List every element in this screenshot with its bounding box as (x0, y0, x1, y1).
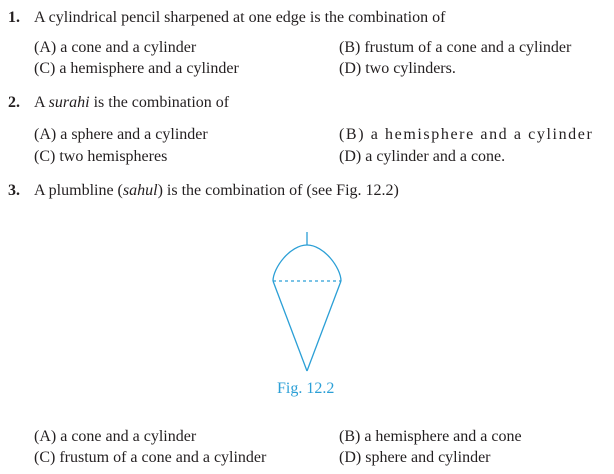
question-text-italic: surahi (48, 94, 90, 111)
question-text-after: ) is the combination of (see Fig. 12.2) (157, 182, 399, 199)
question-text-italic: sahul (122, 182, 158, 199)
option-a[interactable]: (A) a cone and a cylinder (34, 428, 197, 445)
option-b[interactable]: (B) a hemisphere and a cone (339, 428, 522, 445)
option-d[interactable]: (D) sphere and cylinder (339, 449, 491, 466)
figure-caption: Fig. 12.2 (277, 380, 335, 397)
option-c[interactable]: (C) frustum of a cone and a cylinder (34, 449, 267, 466)
question-number: 1. (8, 9, 20, 26)
option-a[interactable]: (A) a cone and a cylinder (34, 39, 197, 56)
option-b[interactable]: (B) frustum of a cone and a cylinder (339, 39, 572, 56)
option-d[interactable]: (D) a cylinder and a cone. (339, 148, 506, 165)
option-c[interactable]: (C) a hemisphere and a cylinder (34, 60, 239, 77)
plumbline-figure (262, 228, 354, 376)
option-c[interactable]: (C) two hemispheres (34, 148, 168, 165)
question-number: 2. (8, 94, 20, 111)
question-text-before: A (34, 94, 49, 111)
question-text: A cylindrical pencil sharpened at one edge is the combination of (34, 9, 446, 26)
question-text (34, 93, 229, 113)
option-d[interactable]: (D) two cylinders. (339, 60, 456, 77)
question-text-before: A plumbline ( (34, 182, 123, 199)
question-number: 3. (8, 182, 20, 199)
option-b[interactable]: (B) a hemisphere and a cylinder (339, 126, 594, 143)
question-text-after: is the combination of (89, 94, 230, 111)
plumbline-cone-right (307, 281, 341, 371)
plumbline-hemisphere (273, 245, 341, 281)
question-text (34, 181, 399, 201)
option-a[interactable]: (A) a sphere and a cylinder (34, 126, 208, 143)
plumbline-cone-left (273, 281, 307, 371)
